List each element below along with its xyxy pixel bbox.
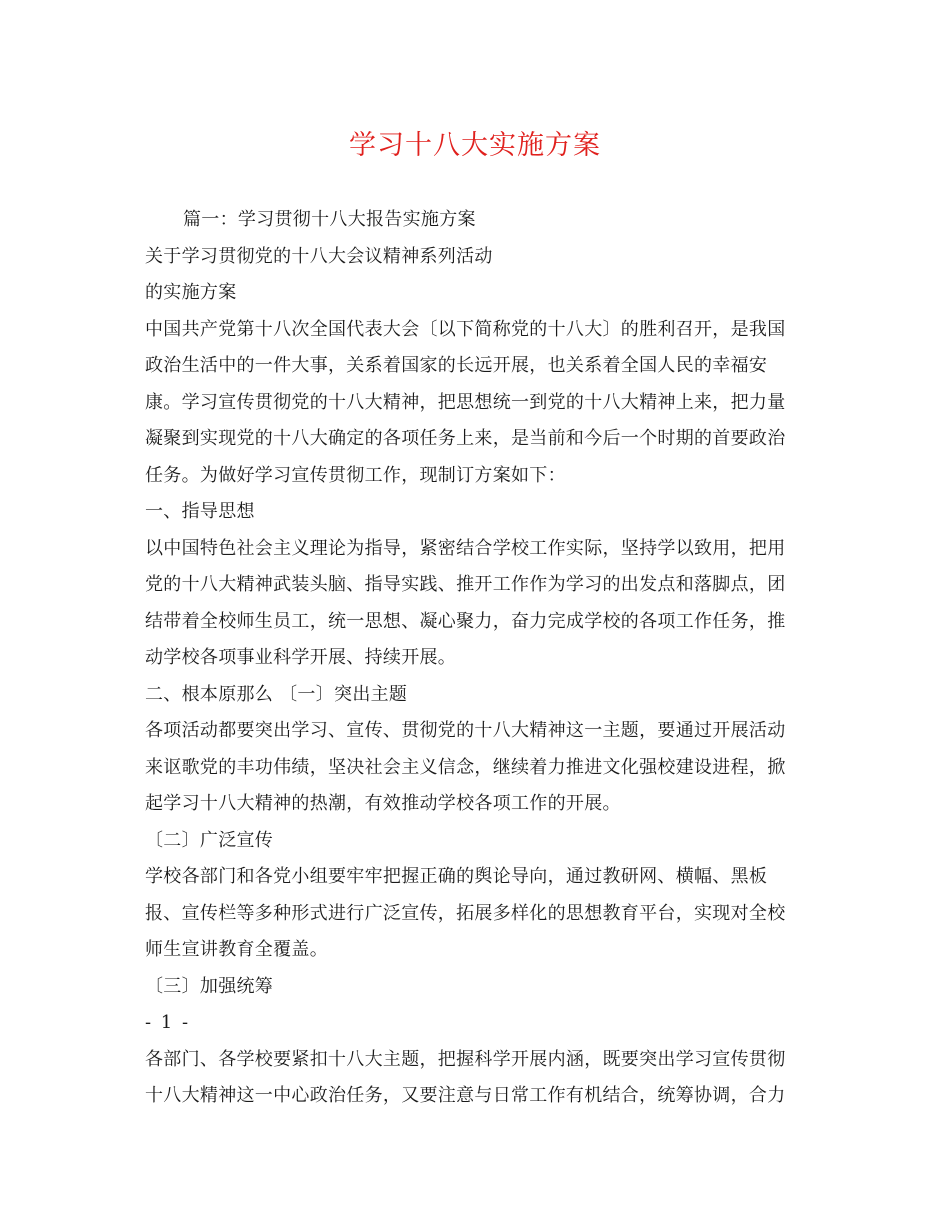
section-heading: 篇一：学习贯彻十八大报告实施方案 (183, 209, 476, 230)
section-heading: 〔二〕广泛宣传 (145, 829, 274, 851)
document-body (145, 202, 805, 1115)
paragraph-line: 起学习十八大精神的热潮，有效推动学校各项工作的开展。 (145, 793, 621, 814)
section-heading: 一、指导思想 (145, 501, 255, 522)
paragraph-line: 凝聚到实现党的十八大确定的各项任务上来，是当前和今后一个时期的首要政治 (145, 428, 786, 449)
paragraph-line: 来讴歌党的丰功伟绩，坚决社会主义信念，继续着力推进文化强校建设进程，掀 (145, 756, 786, 778)
paragraph-line: 中国共产党第十八次全国代表大会〔以下简称党的十八大〕的胜利召开，是我国 (145, 318, 786, 340)
paragraph-line: 学校各部门和各党小组要牢牢把握正确的舆论导向，通过教研网、横幅、黑板 (145, 866, 768, 887)
paragraph-line: 党的十八大精神武装头脑、指导实践、推开工作作为学习的出发点和落脚点，团 (145, 574, 786, 595)
paragraph-line: 师生宣讲教育全覆盖。 (145, 939, 328, 960)
page-number: - 1 - (145, 1012, 191, 1033)
paragraph-line: 各项活动都要突出学习、宣传、贯彻党的十八大精神这一主题，要通过开展活动 (145, 720, 786, 741)
section-heading: 二、根本原那么 〔一〕突出主题 (145, 683, 408, 705)
paragraph-line: 动学校各项事业科学开展、持续开展。 (145, 647, 457, 668)
paragraph-line: 报、宣传栏等多种形式进行广泛宣传，拓展多样化的思想教育平台，实现对全校 (145, 902, 786, 924)
paragraph-line: 以中国特色社会主义理论为指导，紧密结合学校工作实际，坚持学以致用，把用 (145, 537, 786, 559)
paragraph-line: 各部门、各学校要紧扣十八大主题，把握科学开展内涵，既要突出学习宣传贯彻 (145, 1048, 786, 1070)
paragraph-line: 关于学习贯彻党的十八大会议精神系列活动 (145, 245, 493, 267)
paragraph-line: 康。学习宣传贯彻党的十八大精神，把思想统一到党的十八大精神上来，把力量 (145, 391, 786, 413)
paragraph-line: 的实施方案 (145, 282, 237, 303)
paragraph-line: 任务。为做好学习宣传贯彻工作，现制订方案如下： (145, 464, 566, 486)
paragraph-line: 结带着全校师生员工，统一思想、凝心聚力，奋力完成学校的各项工作任务，推 (145, 610, 786, 632)
paragraph-line: 政治生活中的一件大事，关系着国家的长远开展，也关系着全国人民的幸福安 (145, 355, 768, 376)
document-title: 学习十八大实施方案 (349, 130, 601, 161)
paragraph-line: 十八大精神这一中心政治任务，又要注意与日常工作有机结合，统筹协调，合力 (145, 1085, 786, 1106)
section-heading: 〔三〕加强统筹 (145, 975, 274, 997)
